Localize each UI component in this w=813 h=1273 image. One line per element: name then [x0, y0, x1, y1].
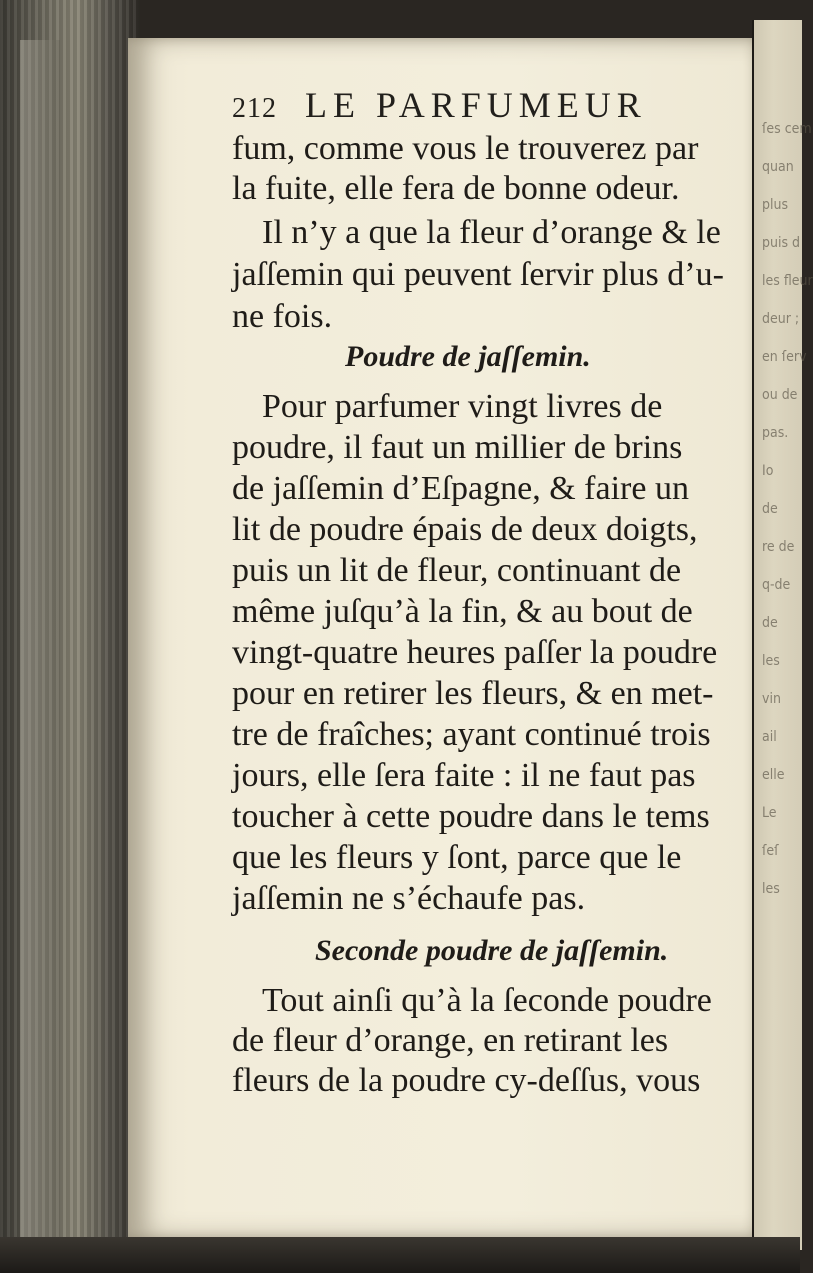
text-line: pour en retirer les fleurs, & en met-: [232, 675, 714, 712]
facing-fragment: elle: [762, 767, 785, 783]
text-line: fleurs de la poudre cy-deſſus, vous: [232, 1062, 701, 1099]
facing-fragment: de: [762, 501, 778, 517]
text-line: jaſſemin qui peuvent ſervir plus d’u-: [232, 256, 724, 293]
text-line: ne fois.: [232, 298, 333, 335]
text-line: fum, comme vous le trouverez par: [232, 130, 699, 167]
text-line: de fleur d’orange, en retirant les: [232, 1022, 669, 1059]
text-line: la fuite, elle fera de bonne odeur.: [232, 170, 680, 207]
facing-fragment: les: [762, 653, 780, 669]
facing-fragment: ſes cem: [762, 121, 812, 137]
text-line: de jaſſemin d’Eſpagne, & faire un: [232, 470, 689, 507]
text-line: tre de fraîches; ayant continué trois: [232, 716, 711, 753]
running-head: LE PARFUMEUR: [305, 85, 647, 125]
section-heading: Poudre de jaſſemin.: [345, 340, 591, 373]
facing-fragment: les fleur: [762, 273, 813, 289]
facing-fragment: Le: [762, 805, 777, 821]
facing-fragment: ſeſ: [762, 843, 779, 859]
page-header: [232, 84, 647, 130]
facing-fragment: q-de: [762, 577, 791, 593]
section-heading: Seconde poudre de jaſſemin.: [315, 934, 669, 967]
facing-fragment: re de: [762, 539, 795, 555]
text-line: poudre, il faut un millier de brins: [232, 429, 683, 466]
scan-bottom-shadow: [0, 1237, 800, 1273]
text-line: Tout ainſi qu’à la ſeconde poudre: [262, 982, 712, 1019]
text-line: que les fleurs y ſont, parce que le: [232, 839, 682, 876]
facing-fragment: deur ;: [762, 311, 800, 327]
facing-fragment: les: [762, 881, 780, 897]
text-line: vingt-quatre heures paſſer la poudre: [232, 634, 718, 671]
facing-fragment: plus: [762, 197, 789, 213]
facing-fragment: ou de: [762, 387, 798, 403]
facing-page-edge: [752, 20, 813, 1250]
facing-fragment: en ſerv: [762, 349, 807, 365]
facing-fragment: puis d: [762, 235, 801, 251]
text-line: lit de poudre épais de deux doigts,: [232, 511, 698, 548]
facing-fragment: pas.: [762, 425, 789, 441]
text-line: même juſqu’à la fin, & au bout de: [232, 593, 693, 630]
text-line: toucher à cette poudre dans le tems: [232, 798, 710, 835]
facing-fragment: Io: [762, 463, 774, 479]
facing-fragment: vin: [762, 691, 781, 707]
text-line: Pour parfumer vingt livres de: [262, 388, 663, 425]
facing-page-fragments: [762, 110, 813, 908]
page-number: 212: [232, 93, 277, 124]
facing-fragment: quan: [762, 159, 794, 175]
text-line: jaſſemin ne s’échaufe pas.: [232, 880, 586, 917]
text-line: puis un lit de fleur, continuant de: [232, 552, 682, 589]
text-line: jours, elle ſera faite : il ne faut pas: [232, 757, 696, 794]
facing-fragment: de: [762, 615, 778, 631]
facing-fragment: ail: [762, 729, 777, 745]
text-line: Il n’y a que la fleur d’orange & le: [262, 214, 721, 251]
binding-highlight: [20, 40, 60, 1240]
